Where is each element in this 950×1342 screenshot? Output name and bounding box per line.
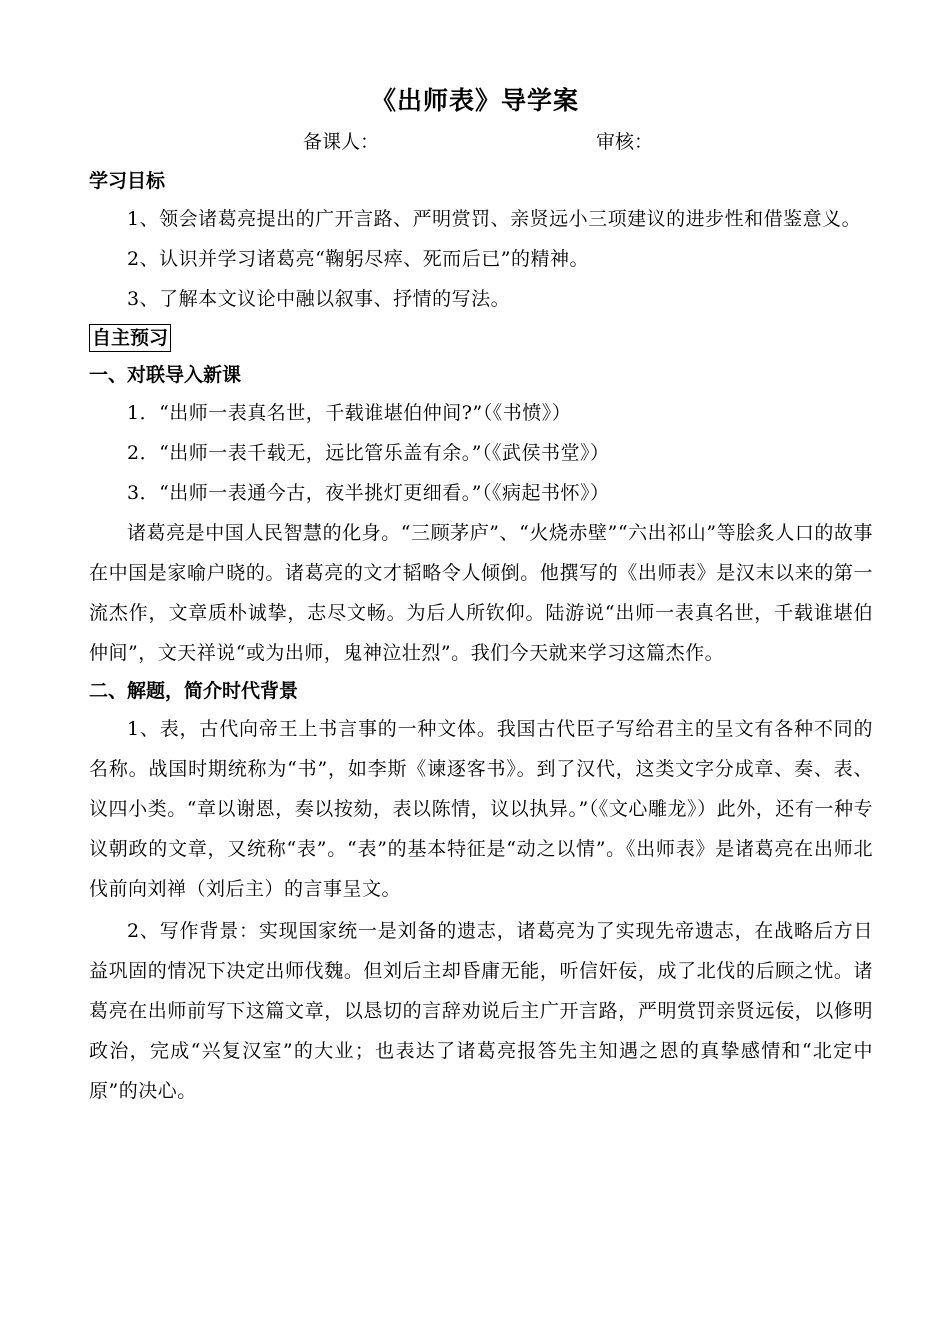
background-paragraph-2: 2、写作背景：实现国家统一是刘备的遗志，诸葛亮为了实现先帝遗志，在战略后方日益巩固的情况下决定出师伐魏。但刘后主却昏庸无能，听信奸佞，成了北伐的后顾之忧。诸葛亮在出师前写下这篇文章，以恳切的言辞劝说后主广开言路，严明赏罚亲贤远佞，以修明政治，完成“兴复汉室”的大业；也表达了诸葛亮报答先主知遇之恩的真挚感情和“北定中原”的决心。: [89, 920, 873, 1102]
preview-heading: 自主预习: [89, 324, 171, 352]
document-title: 《出师表》导学案: [370, 86, 579, 115]
intro-paragraph: 诸葛亮是中国人民智慧的化身。“三顾茅庐”、“火烧赤壁”“六出祁山”等脍炙人口的故事在中国是家喻户晓的。诸葛亮的文才韬略令人倾倒。他撰写的《出师表》是汉末以来的第一流杰作，文章质朴诚挚，志尽文畅。为后人所钦仰。陆游说“出师一表真名世，千载谁堪伯仲间”，文天祥说“或为出师，鬼神泣壮烈”。我们今天就来学习这篇杰作。: [89, 522, 873, 664]
couplet-item: 3．“出师一表通今古，夜半挑灯更细看。”（《病起书怀》）: [127, 482, 610, 504]
preview-heading-wrap: [89, 319, 873, 357]
part2-heading: 二、解题，简介时代背景: [89, 680, 299, 702]
objectives-heading: 学习目标: [89, 170, 166, 192]
objective-item: 2、认识并学习诸葛亮“鞠躬尽瘁、死而后已”的精神。: [127, 248, 590, 270]
reviewer-label: 审核：: [596, 131, 654, 153]
background-paragraph-1: 1、表，古代向帝王上书言事的一种文体。我国古代臣子写给君主的呈文有各种不同的名称。战国时期统称为“书”，如李斯《谏逐客书》。到了汉代，这类文字分成章、奏、表、议四小类。“章以谢恩，奏以按劾，表以陈情，议以执异。”（《文心雕龙》）此外，还有一种专议朝政的文章，又统称“表”。“表”的基本特征是“动之以情”。《出师表》是诸葛亮在出师北伐前向刘禅（刘后主）的言事呈文。: [89, 718, 873, 900]
couplet-item: 1．“出师一表真名世，千载谁堪伯仲间?”（《书愤》）: [127, 402, 572, 424]
preparer-label: 备课人：: [303, 131, 380, 153]
part1-heading: 一、对联导入新课: [89, 364, 242, 386]
objective-item: 1、领会诸葛亮提出的广开言路、严明赏罚、亲贤远小三项建议的进步性和借鉴意义。: [127, 208, 862, 230]
couplet-item: 2．“出师一表千载无，远比管乐盖有余。”（《武侯书堂》）: [127, 442, 610, 464]
document-body: [89, 163, 873, 1111]
objective-item: 3、了解本文议论中融以叙事、抒情的写法。: [127, 288, 511, 310]
